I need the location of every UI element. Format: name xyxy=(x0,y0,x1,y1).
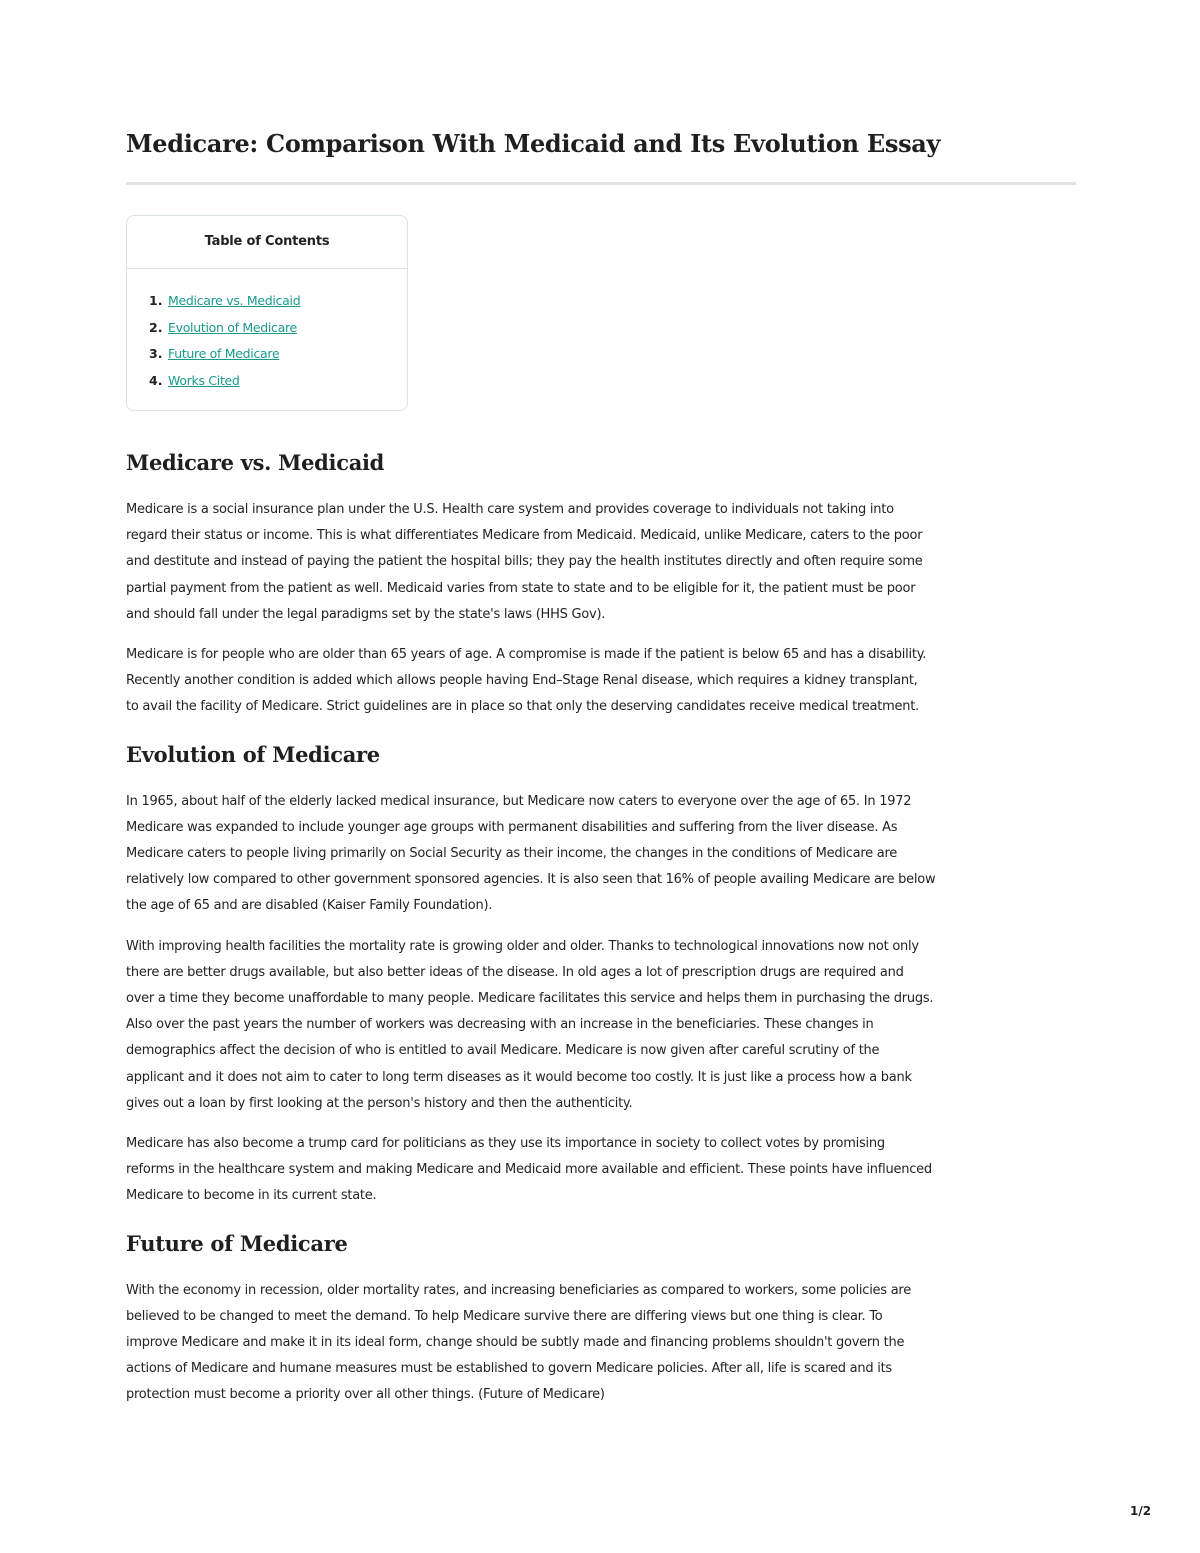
toc-link-medicare-vs-medicaid[interactable]: Medicare vs. Medicaid xyxy=(168,293,301,308)
document-page xyxy=(126,0,1076,1409)
paragraph: In 1965, about half of the elderly lacked medical insurance, but Medicare now caters to everyone over the age of 65. In 1972 Medicare was expanded to include younger age groups with permanent disabilities and suffering from the liver disease. As Medicare caters to people living primarily on Social Security as their income, the changes in the conditions of Medicare are relatively low compared to other government sponsored agencies. It is also seen that 16% of people availing Medicare are below the age of 65 and are disabled (Kaiser Family Foundation). xyxy=(126,793,936,914)
toc-item-number: 4. xyxy=(149,372,163,388)
section-heading-medicare-vs-medicaid: Medicare vs. Medicaid xyxy=(126,450,385,475)
section-heading-future-of-medicare: Future of Medicare xyxy=(126,1230,348,1256)
page-number: 1/2 xyxy=(1130,1504,1152,1518)
toc-item xyxy=(149,368,407,395)
toc-link-future-of-medicare[interactable]: Future of Medicare xyxy=(168,346,280,361)
toc-item xyxy=(149,341,407,368)
paragraph: With the economy in recession, older mortality rates, and increasing beneficiaries as compared to workers, some policies are believed to be changed to meet the demand. To help Medicare survive there are differing views but one thing is clear. To improve Medicare and make it in its ideal form, change should be subtly made and financing problems shouldn't govern the actions of Medicare and humane measures must be established to govern Medicare policies. After all, life is scared and its protection must become a priority over all other things. (Future of Medicare) xyxy=(126,1282,911,1403)
title-divider xyxy=(126,182,1076,185)
paragraph: Medicare is a social insurance plan under the U.S. Health care system and provides coverage to individuals not taking into regard their status or income. This is what differentiates Medicare from Medicaid. Medicaid, unlike Medicare, caters to the poor and destitute and instead of paying the patient the hospital bills; they pay the health institutes directly and often require some partial payment from the patient as well. Medicaid varies from state to state and to be eligible for it, the patient must be poor and should fall under the legal paradigms set by the state's laws (HHS Gov). xyxy=(126,502,923,622)
toc-item xyxy=(149,315,407,342)
paragraph: Medicare has also become a trump card for politicians as they use its importance in society to collect votes by promising reforms in the healthcare system and making Medicare and Medicaid more available and efficient. These points have influenced Medicare to become in its current state. xyxy=(126,1136,932,1204)
toc-link-evolution-of-medicare[interactable]: Evolution of Medicare xyxy=(168,319,297,335)
toc-item-number: 2. xyxy=(149,319,163,335)
toc-item-number: 1. xyxy=(149,293,163,308)
section-heading-evolution-of-medicare: Evolution of Medicare xyxy=(126,741,380,767)
paragraph: Medicare is for people who are older than 65 years of age. A compromise is made if the patient is below 65 and has a disability. Recently another condition is added which allows people having End–Stage Renal disease, which requires a kidney transplant, to avail the facility of Medicare. Strict guidelines are in place so that only the deserving candidates receive medical treatment. xyxy=(126,647,927,715)
table-of-contents xyxy=(126,215,408,411)
toc-heading: Table of Contents xyxy=(127,216,407,269)
toc-item xyxy=(149,288,407,315)
page-title: Medicare: Comparison With Medicaid and Its Evolution Essay xyxy=(126,129,941,158)
paragraph: With improving health facilities the mortality rate is growing older and older. Thanks to technological innovations now not only there are better drugs available, but also better ideas of the disease. In old ages a lot of prescription drugs are required and over a time they become unaffordable to many people. Medicare facilitates this service and helps them in purchasing the drugs. Also over the past years the number of workers was decreasing with an increase in the beneficiaries. These changes in demographics affect the decision of who is entitled to avail Medicare. Medicare is now given after careful scrutiny of the applicant and it does not aim to cater to long term diseases as it would become too costly. It is just like a process how a bank gives out a loan by first looking at the person's history and then the authenticity. xyxy=(126,938,934,1111)
toc-item-number: 3. xyxy=(149,346,163,361)
toc-link-works-cited[interactable]: Works Cited xyxy=(168,372,240,388)
toc-list xyxy=(127,269,407,394)
